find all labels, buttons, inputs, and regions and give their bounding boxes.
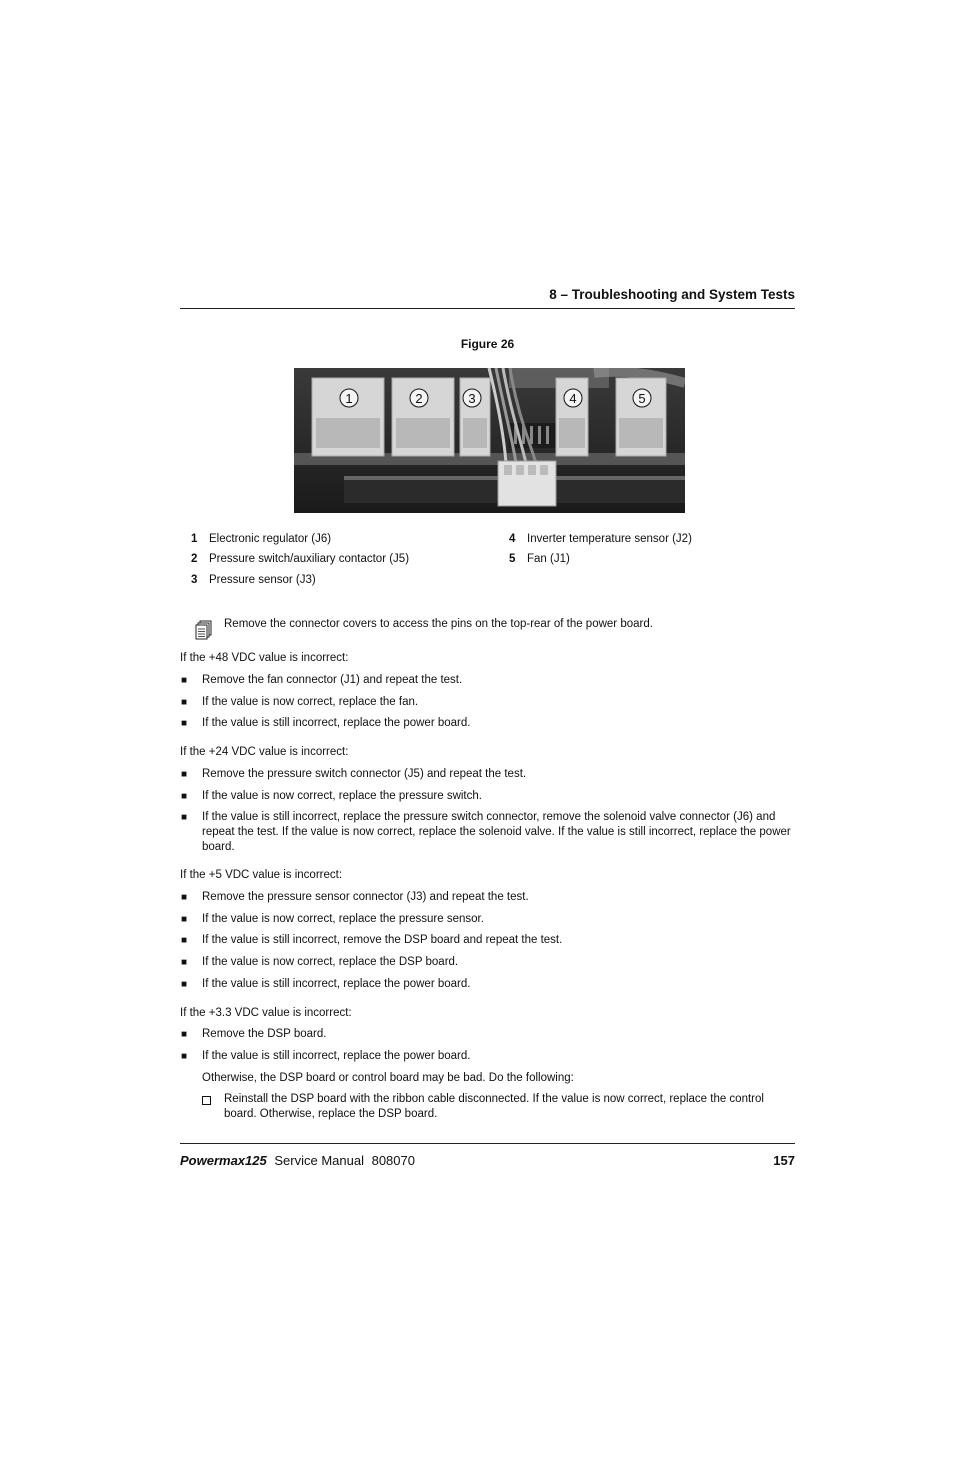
footer-rule <box>180 1143 795 1144</box>
sub-list-item: Reinstall the DSP board with the ribbon cable disconnected. If the value is now correct, replace the control board. Otherwise, replace the DSP board. <box>202 1092 795 1122</box>
list-item: ■ If the value is now correct, replace the pressure sensor. <box>181 913 484 925</box>
callout-4: 4 <box>569 391 577 406</box>
list-item: ■ If the value is now correct, replace the DSP board. <box>181 956 459 968</box>
callout-1: 1 <box>345 391 353 406</box>
legend-item: 4 Inverter temperature sensor (J2) <box>509 533 692 545</box>
list-item: ■ If the value is still incorrect, replace the power board. <box>181 1050 471 1062</box>
note-text: Remove the connector covers to access the pins on the top-rear of the power board. <box>224 618 653 630</box>
legend-item: 2 Pressure switch/auxiliary contactor (J5) <box>191 553 410 565</box>
list-item: ■ Remove the DSP board. <box>181 1028 327 1040</box>
followup-text: Otherwise, the DSP board or control board may be bad. Do the following: <box>202 1072 574 1084</box>
list-item: ■ Remove the fan connector (J1) and repeat the test. <box>181 674 463 686</box>
chapter-header: 8 – Troubleshooting and System Tests <box>549 287 795 302</box>
footer <box>180 1153 795 1168</box>
section-intro: If the +48 VDC value is incorrect: <box>180 652 349 664</box>
note-pages-icon <box>195 620 213 640</box>
page-number: 157 <box>773 1153 795 1168</box>
legend-item: 1 Electronic regulator (J6) <box>191 533 332 545</box>
connector-photo <box>294 368 685 513</box>
section-intro: If the +24 VDC value is incorrect: <box>180 746 349 758</box>
figure-title: Figure 26 <box>460 337 515 351</box>
list-item: ■ If the value is now correct, replace the pressure switch. <box>181 790 482 802</box>
callout-5: 5 <box>638 391 646 406</box>
footer-brand: Powermax125 <box>180 1153 267 1168</box>
list-item: ■ If the value is still incorrect, replace the pressure switch connector, remove the solenoid valve connector (J6) and repeat the test. If the value is now correct, replace the solenoid valve. If the value is still incorrect, replace the power board. <box>181 811 791 853</box>
list-item: ■ If the value is still incorrect, replace the power board. <box>181 978 471 990</box>
callout-2: 2 <box>415 391 423 406</box>
header-rule <box>180 308 795 309</box>
legend-item: 3 Pressure sensor (J3) <box>191 574 316 586</box>
section-intro: If the +5 VDC value is incorrect: <box>180 869 343 881</box>
list-item: ■ If the value is now correct, replace the fan. <box>181 696 419 708</box>
section-intro: If the +3.3 VDC value is incorrect: <box>180 1007 352 1019</box>
list-item: ■ If the value is still incorrect, replace the power board. <box>181 717 471 729</box>
footer-manual: Service Manual <box>274 1153 364 1168</box>
legend-item: 5 Fan (J1) <box>509 553 570 565</box>
callout-3: 3 <box>468 391 476 406</box>
list-item: ■ If the value is still incorrect, remove the DSP board and repeat the test. <box>181 934 563 946</box>
list-item: ■ Remove the pressure sensor connector (J3) and repeat the test. <box>181 891 529 903</box>
list-item: ■ Remove the pressure switch connector (J5) and repeat the test. <box>181 768 527 780</box>
footer-part-number: 808070 <box>371 1153 415 1168</box>
